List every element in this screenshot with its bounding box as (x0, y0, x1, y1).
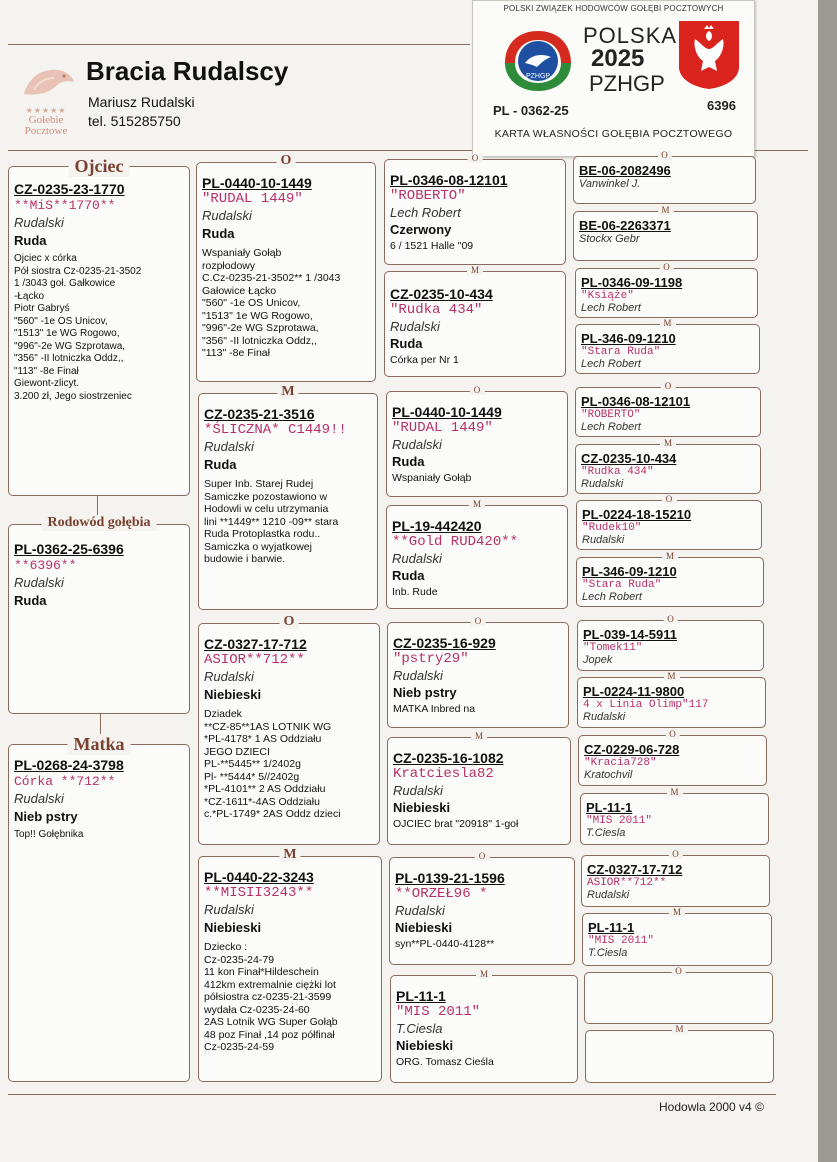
l3-ring: PL-0440-10-1449 (392, 404, 502, 420)
l4-name: "Stara Ruda" (581, 346, 661, 358)
svg-text:PZHGP: PZHGP (525, 73, 551, 80)
l3-breeder: T.Ciesla (396, 1021, 443, 1036)
l4-ring: PL-11-1 (586, 800, 633, 815)
owner-name: Mariusz Rudalski (88, 94, 195, 110)
header-rule (8, 44, 470, 45)
software-credit: Hodowla 2000 v4 © (659, 1100, 764, 1114)
l3-breeder: Rudalski (393, 783, 443, 798)
ownership-card (472, 0, 755, 157)
club-logo (10, 60, 82, 150)
fm-tag: M (277, 385, 298, 399)
l3-color: Nieb pstry (393, 685, 457, 700)
l4-name: "Kracia728" (584, 757, 657, 769)
l4-breeder: Rudalski (582, 534, 625, 546)
card-footer: KARTA WŁASNOŚCI GOŁĘBIA POCZTOWEGO (494, 128, 733, 140)
subject-color: Ruda (14, 593, 47, 608)
mother-notes: Top!! Gołębnika (14, 829, 84, 840)
mm-color: Niebieski (204, 920, 262, 935)
l3-breeder: Rudalski (392, 551, 442, 566)
l4-box: O PL-0346-08-12101 "ROBERTO" Lech Robert (575, 387, 761, 437)
subject-breeder: Rudalski (14, 575, 64, 590)
l3-ring: PL-0139-21-1596 (395, 870, 505, 886)
mm-notes: Dziecko : Cz-0235-24-79 11 kon Finał*Hildeschein 412km extremalnie ciężki lot półsiostra cz-0235-21-3599 wydała Cz-0235-24-60 2AS Lotnik WG Super Gołąb 48 poz Finał ,14 poz półfinał Cz-0235-24-59 (204, 941, 338, 1053)
l3-ring: CZ-0235-10-434 (390, 286, 493, 302)
l4-box: O PL-039-14-5911 "Tomek11" Jopek (577, 620, 764, 671)
l4-ring: BE-06-2263371 (579, 218, 671, 233)
polish-eagle-icon (677, 19, 741, 91)
l4-ring: PL-0346-08-12101 (581, 394, 691, 409)
father-label: Ojciec (69, 156, 130, 177)
l4-box: O PL-0346-09-1198 "Książe" Lech Robert (575, 268, 758, 318)
l3-box: M CZ-0235-10-434 "Rudka 434" Rudalski Ruda Córka per Nr 1 (384, 271, 566, 377)
l4-breeder: Rudalski (587, 889, 630, 901)
l3-box: O PL-0139-21-1596 **ORZEŁ96 * Rudalski Niebieski syn**PL-0440-4128** (389, 857, 575, 965)
l3-color: Niebieski (393, 800, 451, 815)
l3-name: "MIS 2011" (396, 1004, 481, 1020)
l3-ring: CZ-0235-16-929 (393, 635, 496, 651)
mm-tag: M (279, 848, 300, 862)
l4-ring: PL-11-1 (588, 920, 635, 935)
l3-ring: CZ-0235-16-1082 (393, 750, 504, 766)
mf-color: Niebieski (204, 687, 262, 702)
fm-box (198, 384, 378, 610)
mf-notes: Dziadek **CZ-85**1AS LOTNIK WG *PL-4178* 1 AS Oddziału JEGO DZIECI PL-**5445** 1/2402g Pl- **5444* 5//2402g *PL-4101** 2 AS Oddziału *CZ-1611*-4AS Oddziału c.*PL-1749* 2AS Oddz dzieci (204, 708, 341, 820)
fm-notes: Super Inb. Starej Rudej Samiczke pozostawiono w Hodowli w celu utrzymania lini **1449** 1210 -09** stara Ruda Protoplastka rodu.. Samiczka o wyjatkowej budowie i barwie. (204, 478, 339, 565)
l3-ring: PL-11-1 (396, 988, 446, 1004)
mother-ring: PL-0268-24-3798 (14, 757, 124, 773)
l4-name: ASIOR**712** (587, 877, 667, 889)
logo-stars: ★★★★★ (25, 106, 67, 115)
l4-box: M CZ-0235-10-434 "Rudka 434" Rudalski (575, 444, 761, 494)
l4-breeder: Vanwinkel J. (579, 178, 641, 190)
father-name: **MiS**1770** (14, 198, 116, 213)
ff-box (196, 153, 376, 382)
l3-notes: ORG. Tomasz Cieśla (396, 1056, 494, 1068)
l3-name: "ROBERTO" (390, 188, 466, 204)
card-ring: PL - 0362-25 (493, 103, 569, 118)
card-year: 2025 (591, 45, 645, 72)
mf-breeder: Rudalski (204, 669, 254, 684)
mm-breeder: Rudalski (204, 902, 254, 917)
l3-color: Czerwony (390, 222, 452, 237)
l4-breeder: Jopek (583, 654, 613, 666)
photo-edge (818, 0, 837, 1162)
l4-name: "ROBERTO" (581, 409, 641, 421)
l4-box: M PL-11-1 "MIS 2011" T.Ciesla (582, 913, 772, 966)
mother-box (8, 734, 190, 1082)
ff-color: Ruda (202, 226, 235, 241)
l4-name: "Książe" (581, 290, 634, 302)
l4-box: O CZ-0229-06-728 "Kracia728" Kratochvil (578, 735, 767, 786)
owner-phone: tel. 515285750 (88, 113, 181, 129)
l4-name: "Stara Ruda" (582, 579, 662, 591)
father-color: Ruda (14, 233, 47, 248)
l4-ring: PL-0346-09-1198 (581, 275, 683, 290)
l3-breeder: Rudalski (395, 903, 445, 918)
l3-ring: PL-19-442420 (392, 518, 482, 534)
l3-color: Ruda (390, 336, 423, 351)
l3-color: Ruda (392, 454, 425, 469)
l3-notes: MATKA Inbred na (393, 703, 476, 715)
l4-ring: PL-039-14-5911 (583, 627, 677, 642)
l4-box-empty: O (584, 972, 773, 1024)
fm-color: Ruda (204, 457, 237, 472)
l4-ring: CZ-0235-10-434 (581, 451, 677, 466)
ff-notes: Wspaniały Gołąb rozpłodowy C.Cz-0235-21-3502** 1 /3043 Gałowice Łącko "560" -1e OS Unicov, "1513" 1e WG Rogowo, "996"-2e WG Szprotawa, "356" -II lotniczka Oddz,, "113" -8e Finał (202, 247, 341, 359)
l4-breeder: Lech Robert (581, 358, 641, 370)
l3-breeder: Rudalski (390, 319, 440, 334)
l4-box: M BE-06-2263371 Stockx Gebr (573, 211, 758, 261)
l3-notes: Inb. Rude (392, 586, 438, 598)
l4-breeder: Rudalski (581, 478, 624, 490)
l4-ring: PL-346-09-1210 (581, 331, 676, 346)
l4-breeder: Stockx Gebr (579, 233, 640, 245)
ff-name: "RUDAL 1449" (202, 191, 303, 207)
father-ring: CZ-0235-23-1770 (14, 181, 125, 197)
l3-color: Niebieski (395, 920, 453, 935)
l4-name: "Tomek11" (583, 642, 643, 654)
mf-name: ASIOR**712** (204, 652, 305, 668)
l4-name: "Rudka 434" (581, 466, 654, 478)
l4-breeder: T.Ciesla (588, 947, 628, 959)
card-org-line: POLSKI ZWIĄZEK HODOWCÓW GOŁĘBI POCZTOWYCH (503, 4, 724, 13)
l4-box: M PL-346-09-1210 "Stara Ruda" Lech Robert (576, 557, 764, 607)
mother-breeder: Rudalski (14, 791, 64, 806)
l3-box: M PL-19-442420 **Gold RUD420** Rudalski Ruda Inb. Rude (386, 505, 568, 609)
l3-breeder: Lech Robert (390, 205, 461, 220)
l4-box-empty: M (585, 1030, 774, 1083)
l4-box: M PL-0224-11-9800 4 x Linia Olimp"117 Rudalski (577, 677, 766, 728)
mf-tag: O (280, 615, 299, 629)
mother-name: Córka **712** (14, 774, 116, 789)
card-country: POLSKA (583, 23, 678, 48)
l3-notes: OJCIEC brat "20918" 1-goł (393, 818, 519, 830)
mm-box (198, 847, 382, 1082)
l4-box: M PL-11-1 "MIS 2011" T.Ciesla (580, 793, 769, 845)
l3-name: "pstry29" (393, 651, 469, 667)
ff-breeder: Rudalski (202, 208, 252, 223)
l4-ring: CZ-0327-17-712 (587, 862, 683, 877)
l3-ring: PL-0346-08-12101 (390, 172, 508, 188)
l4-box: O CZ-0327-17-712 ASIOR**712** Rudalski (581, 855, 770, 907)
fm-breeder: Rudalski (204, 439, 254, 454)
l4-breeder: Rudalski (583, 711, 626, 723)
subject-name: **6396** (14, 558, 77, 573)
l4-ring: PL-346-09-1210 (582, 564, 677, 579)
connector-mother (100, 714, 101, 734)
l3-notes: Córka per Nr 1 (390, 354, 459, 366)
l4-box: M PL-346-09-1210 "Stara Ruda" Lech Robert (575, 324, 760, 374)
footer-rule (8, 1094, 776, 1095)
l3-color: Ruda (392, 568, 425, 583)
father-notes: Ojciec x córka Pół siostra Cz-0235-21-3502 1 /3043 goł. Gałkowice -Łącko Piotr Gabryś "560" -1e OS Unicov, "1513" 1e WG Rogowo, "996"-2e WG Szprotawa, "356" -II lotniczka Oddz,, "113" -8e Finał Giewont-zlicyt. 3.200 zł, Jego siostrzeniec (14, 253, 142, 402)
l4-name: "MIS 2011" (588, 935, 655, 947)
l3-name: Kratciesla82 (393, 766, 494, 782)
mm-ring: PL-0440-22-3243 (204, 869, 314, 885)
card-number: 6396 (707, 98, 736, 113)
fm-name: *ŚLICZNA* C1449!! (204, 422, 347, 438)
l3-box: M CZ-0235-16-1082 Kratciesla82 Rudalski Niebieski OJCIEC brat "20918" 1-goł (387, 737, 571, 845)
l4-ring: CZ-0229-06-728 (584, 742, 680, 757)
l3-breeder: Rudalski (392, 437, 442, 452)
l4-ring: BE-06-2082496 (579, 163, 671, 178)
pedigree-label: Rodowód gołębia (41, 515, 156, 531)
l4-breeder: Lech Robert (582, 591, 642, 603)
l3-name: "RUDAL 1449" (392, 420, 493, 436)
l4-name: "Rudek10" (582, 522, 642, 534)
loft-title: Bracia Rudalscy (86, 56, 289, 86)
l3-name: "Rudka 434" (390, 302, 483, 318)
pzhgp-emblem-icon (499, 23, 577, 95)
father-box (8, 156, 190, 496)
l4-name: "MIS 2011" (586, 815, 653, 827)
l3-box: O CZ-0235-16-929 "pstry29" Rudalski Nieb pstry MATKA Inbred na (387, 622, 569, 728)
l4-ring: PL-0224-18-15210 (582, 507, 692, 522)
mother-color: Nieb pstry (14, 809, 78, 824)
logo-text: Gołebie Pocztowe (24, 114, 68, 137)
subject-box (8, 515, 190, 714)
l4-breeder: Lech Robert (581, 302, 641, 314)
l3-notes: syn**PL-0440-4128** (395, 938, 495, 950)
l3-box: O PL-0346-08-12101 "ROBERTO" Lech Robert Czerwony 6 / 1521 Halle "09 (384, 159, 566, 265)
l4-breeder: Lech Robert (581, 421, 641, 433)
mf-box (198, 614, 380, 845)
l4-box: O PL-0224-18-15210 "Rudek10" Rudalski (576, 500, 762, 550)
l3-box: O PL-0440-10-1449 "RUDAL 1449" Rudalski Ruda Wspaniały Gołąb (386, 391, 568, 497)
connector-father (97, 496, 98, 516)
l4-ring: PL-0224-11-9800 (583, 684, 685, 699)
subject-ring: PL-0362-25-6396 (14, 541, 124, 557)
father-breeder: Rudalski (14, 215, 64, 230)
mm-name: **MISII3243** (204, 885, 314, 901)
l3-box: M PL-11-1 "MIS 2011" T.Ciesla Niebieski ORG. Tomasz Cieśla (390, 975, 578, 1083)
l3-notes: Wspaniały Gołąb (392, 472, 472, 484)
l4-breeder: T.Ciesla (586, 827, 626, 839)
l3-name: **Gold RUD420** (392, 534, 519, 550)
ff-tag: O (277, 154, 296, 168)
pigeon-logo-icon (16, 60, 76, 106)
l4-box: O BE-06-2082496 Vanwinkel J. (573, 156, 756, 204)
l3-color: Niebieski (396, 1038, 454, 1053)
ff-ring: PL-0440-10-1449 (202, 175, 312, 191)
l3-breeder: Rudalski (393, 668, 443, 683)
mf-ring: CZ-0327-17-712 (204, 636, 307, 652)
mother-label: Matka (68, 734, 131, 755)
card-abbr: PZHGP (589, 71, 665, 96)
l3-notes: 6 / 1521 Halle "09 (390, 240, 474, 252)
l4-breeder: Kratochvil (584, 769, 633, 781)
l3-name: **ORZEŁ96 * (395, 886, 488, 902)
fm-ring: CZ-0235-21-3516 (204, 406, 315, 422)
l4-name: 4 x Linia Olimp"117 (583, 699, 709, 711)
